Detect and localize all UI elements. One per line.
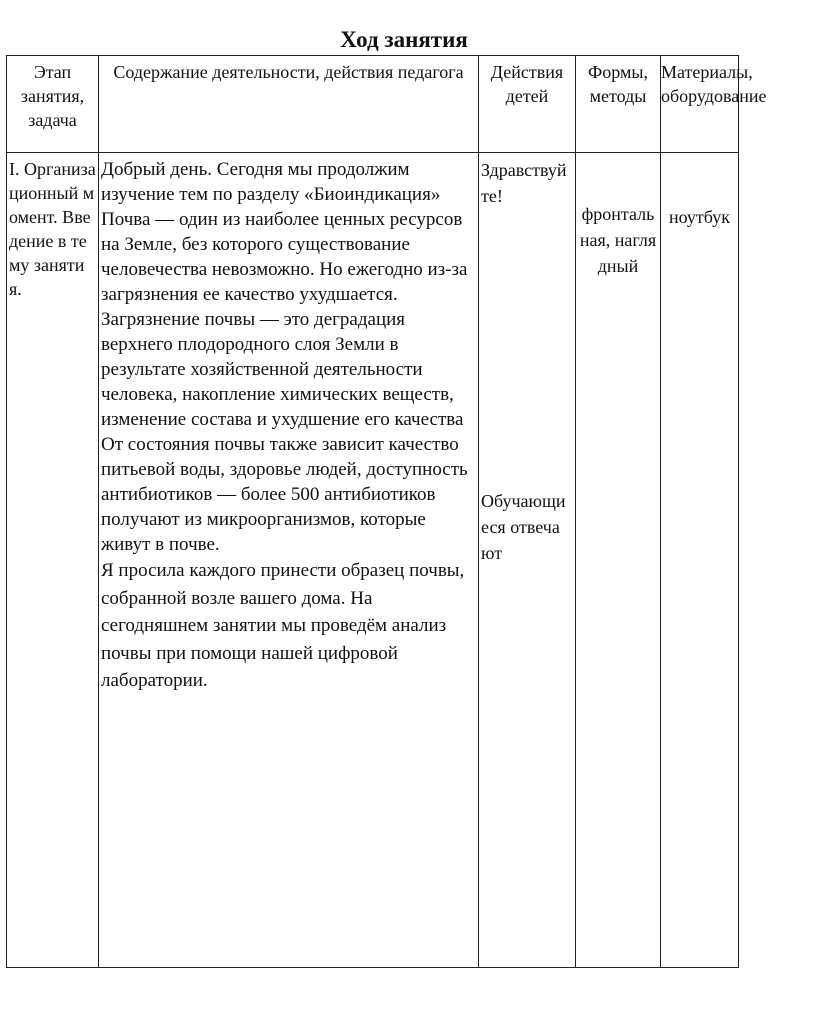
header-stage: Этап занятия, задача bbox=[7, 56, 99, 153]
content-cell bbox=[99, 153, 479, 968]
children-answer: Обучающиеся отвечают bbox=[481, 491, 566, 563]
children-greeting: Здравствуйте! bbox=[481, 160, 567, 206]
content-paragraph-1: Добрый день. Сегодня мы продолжим изучение тем по разделу «Биоиндикация» Почва — один из наиболее ценных ресурсов на Земле, без которого существование человечества невозможно. Но ежегодно из-за загрязнения ее качество ухудшается. Загрязнение почвы — это деградация верхнего плодородного слоя Земли в результате хозяйственной деятельности человека, накопление химических веществ, изменение состава и ухудшение его качества От состояния почвы также зависит качество питьевой воды, здоровье людей, доступность антибиотиков — более 500 антибиотиков получают из микроорганизмов, которые живут в почве. bbox=[101, 159, 468, 555]
materials-cell bbox=[661, 153, 739, 968]
forms-text: фронтальная, наглядный bbox=[579, 204, 657, 276]
stage-cell bbox=[7, 153, 99, 968]
content-paragraph-2: Я просила каждого принести образец почвы, собранной возле вашего дома. На сегодняшнем занятии мы проведём анализ почвы при помощи нашей цифровой лаборатории. bbox=[101, 560, 465, 691]
document-title: Ход занятия bbox=[340, 27, 468, 52]
header-content: Содержание деятельности, действия педагога bbox=[99, 56, 479, 153]
stage-text: I. Организационный момент. Введение в тему занятия. bbox=[9, 159, 96, 299]
header-children-actions: Действия детей bbox=[479, 56, 576, 153]
table-header-row bbox=[7, 56, 739, 153]
forms-cell bbox=[576, 153, 661, 968]
header-materials: Материалы, оборудование bbox=[661, 56, 739, 153]
materials-text: ноутбук bbox=[668, 207, 731, 227]
header-forms-methods: Формы, методы bbox=[576, 56, 661, 153]
lesson-plan-table bbox=[6, 55, 767, 968]
children-actions-cell bbox=[479, 153, 576, 968]
table-row bbox=[7, 153, 739, 968]
